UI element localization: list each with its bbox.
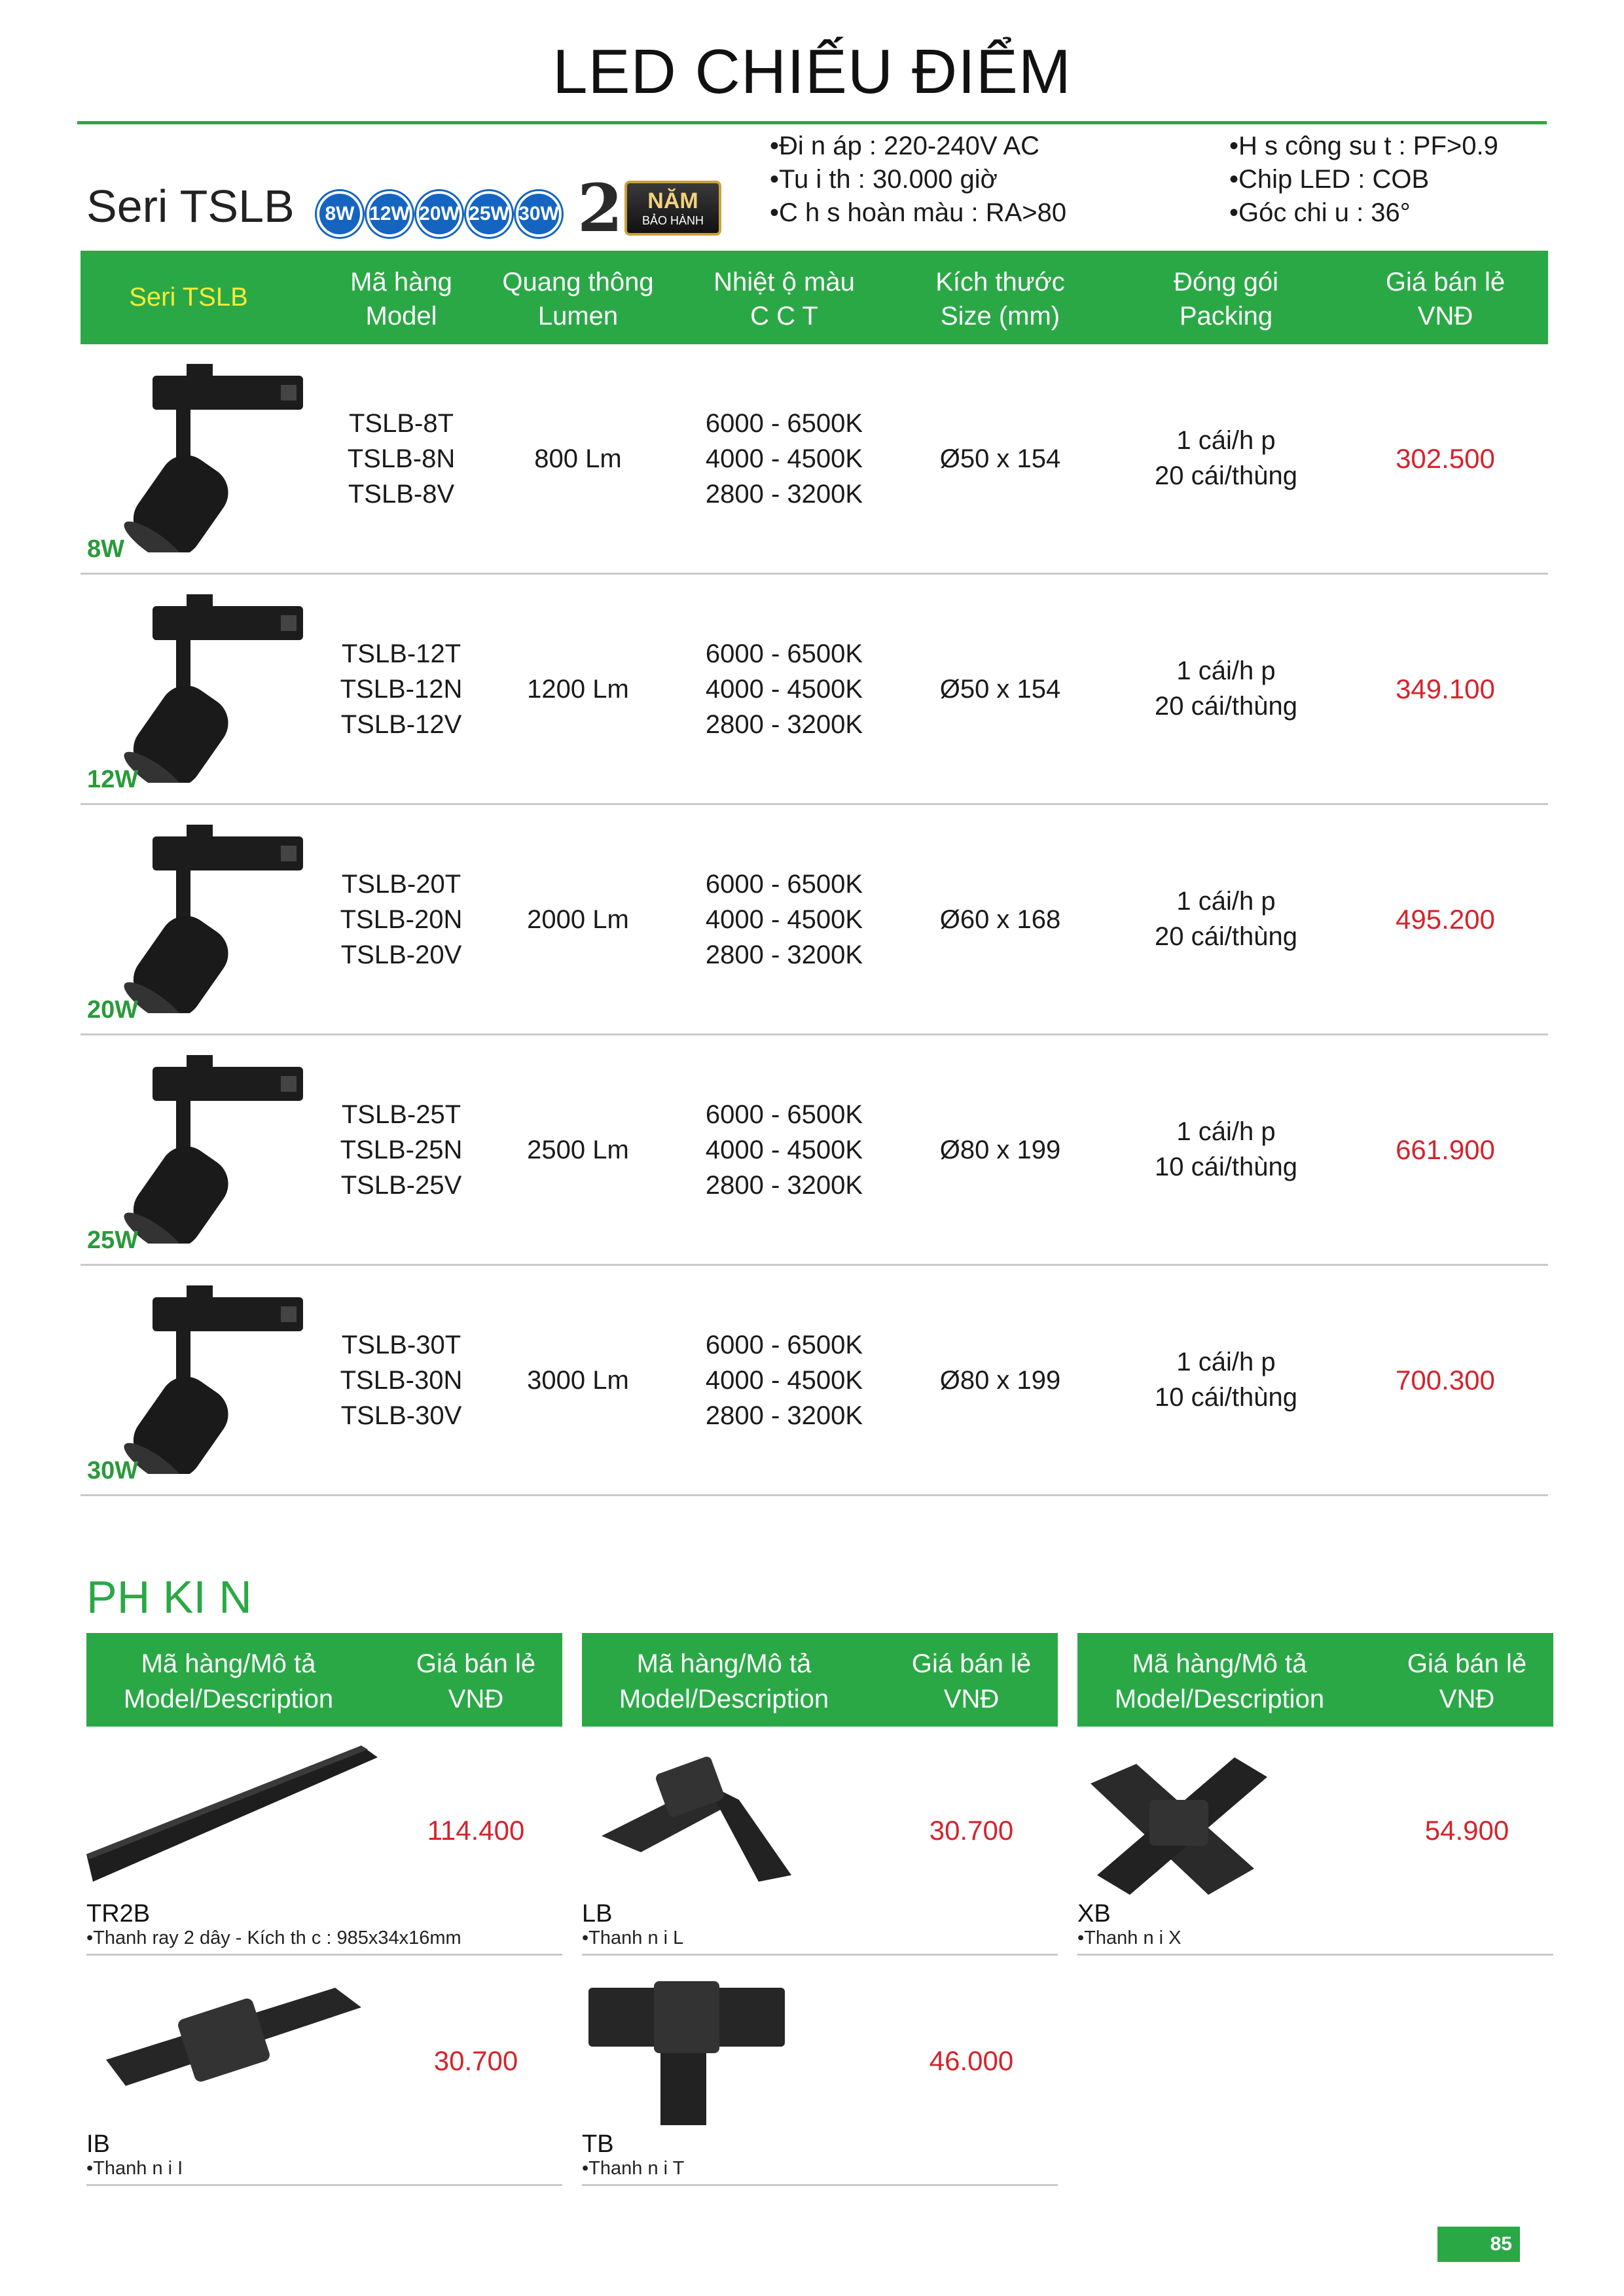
rail-icon bbox=[86, 1738, 388, 1901]
accessory-item bbox=[86, 1962, 562, 2184]
accessory-item bbox=[86, 1731, 562, 1954]
header-text: Nhiệt ộ màu bbox=[713, 268, 855, 296]
model-code: TSLB-25T bbox=[341, 1100, 461, 1129]
price-value: 495.200 bbox=[1396, 904, 1495, 935]
cct-value: 4000 - 4500K bbox=[705, 1366, 863, 1395]
cct-value: 6000 - 6500K bbox=[705, 1100, 863, 1129]
watt-label: 25W bbox=[87, 1227, 139, 1254]
price-value: 349.100 bbox=[1396, 673, 1495, 704]
packing-line: 20 cái/thùng bbox=[1155, 922, 1297, 951]
header-lumen bbox=[480, 265, 676, 333]
accessories-title: PH KI N bbox=[86, 1571, 252, 1623]
row-divider bbox=[582, 2184, 1058, 2186]
specs-right bbox=[1229, 130, 1498, 230]
accessory-description: •Thanh n i I bbox=[86, 2158, 183, 2179]
model-code: TSLB-20T bbox=[341, 870, 461, 899]
track-light-icon bbox=[113, 823, 329, 1013]
header-text: VNĐ bbox=[943, 1685, 1000, 1713]
header-text: Quang thông bbox=[502, 268, 654, 296]
cct-value: 4000 - 4500K bbox=[705, 444, 863, 473]
accessory-description: •Thanh n i T bbox=[582, 2158, 685, 2179]
header-series: Seri TSLB bbox=[129, 283, 248, 312]
watt-badge: 25W bbox=[466, 191, 512, 237]
header-text: VNĐ bbox=[448, 1685, 504, 1713]
warranty-label: NĂM bbox=[647, 188, 698, 213]
header-text: VNĐ bbox=[1439, 1685, 1495, 1713]
cct-list bbox=[676, 1327, 892, 1433]
header-text: Mã hàng/Mô tả bbox=[636, 1649, 812, 1678]
header-text: Model/Description bbox=[1114, 1685, 1325, 1713]
packing-info bbox=[1128, 884, 1324, 954]
header-text: Mã hàng bbox=[350, 268, 452, 296]
warranty-badge bbox=[577, 170, 728, 247]
page-number: 85 bbox=[1437, 2227, 1520, 2262]
row-divider bbox=[81, 1494, 1548, 1496]
price-value: 114.400 bbox=[427, 1815, 525, 1846]
accessory-description: •Thanh ray 2 dây - Kích th c : 985x34x16mm bbox=[86, 1928, 461, 1948]
row-divider bbox=[86, 1954, 562, 1956]
size-value: Ø80 x 199 bbox=[939, 1136, 1061, 1164]
header-model bbox=[323, 265, 480, 333]
specs-left bbox=[770, 130, 1066, 230]
header-price bbox=[896, 1646, 1047, 1717]
header-text: Giá bán lẻ bbox=[1407, 1649, 1527, 1678]
header-text: Model/Description bbox=[619, 1685, 829, 1713]
watt-badge: 12W bbox=[367, 191, 412, 237]
header-size bbox=[905, 265, 1095, 333]
title-divider bbox=[77, 121, 1547, 124]
model-list bbox=[323, 636, 480, 742]
cct-value: 6000 - 6500K bbox=[705, 639, 863, 668]
accessory-code: LB bbox=[582, 1900, 613, 1928]
table-row bbox=[81, 344, 1548, 575]
accessory-item bbox=[582, 1731, 1058, 1954]
accessory-code: XB bbox=[1077, 1900, 1111, 1928]
accessory-header bbox=[86, 1633, 562, 1727]
packing-line: 1 cái/h p bbox=[1176, 656, 1276, 685]
table-row bbox=[81, 1266, 1548, 1496]
model-code: TSLB-20V bbox=[340, 941, 462, 969]
row-divider bbox=[582, 1954, 1058, 1956]
watt-label: 8W bbox=[87, 535, 124, 563]
cct-value: 2800 - 3200K bbox=[705, 480, 863, 509]
packing-line: 10 cái/thùng bbox=[1155, 1383, 1297, 1412]
size-value: Ø50 x 154 bbox=[939, 675, 1061, 704]
header-price bbox=[1357, 265, 1534, 333]
packing-line: 20 cái/thùng bbox=[1155, 692, 1297, 721]
i-connector-icon bbox=[86, 1968, 388, 2132]
spec-item: •Đi n áp : 220-240V AC bbox=[770, 132, 1040, 160]
cct-list bbox=[676, 867, 892, 973]
row-divider bbox=[1077, 1954, 1553, 1956]
spec-item: •C h s hoàn màu : RA>80 bbox=[770, 198, 1067, 227]
spec-item: •Chip LED : COB bbox=[1229, 165, 1430, 194]
watt-label: 12W bbox=[87, 766, 139, 793]
size-value: Ø60 x 168 bbox=[939, 905, 1061, 934]
track-light-icon bbox=[113, 363, 329, 552]
header-text: Lumen bbox=[537, 302, 619, 331]
packing-line: 20 cái/thùng bbox=[1155, 461, 1297, 490]
price-value: 700.300 bbox=[1396, 1365, 1495, 1395]
packing-line: 1 cái/h p bbox=[1176, 426, 1276, 455]
spec-item: •Góc chi u : 36° bbox=[1229, 198, 1411, 227]
price-value: 30.700 bbox=[929, 1815, 1014, 1846]
packing-info bbox=[1128, 1344, 1324, 1415]
cct-value: 2800 - 3200K bbox=[705, 710, 863, 739]
header-description bbox=[1092, 1646, 1347, 1717]
price-value: 54.900 bbox=[1424, 1815, 1509, 1846]
model-code: TSLB-8V bbox=[348, 480, 455, 509]
cct-list bbox=[676, 636, 892, 742]
model-code: TSLB-12T bbox=[341, 639, 461, 668]
accessory-item bbox=[1077, 1731, 1553, 1954]
header-text: C C T bbox=[750, 302, 818, 331]
model-list bbox=[323, 1327, 480, 1433]
header-text: Size (mm) bbox=[940, 302, 1060, 331]
accessory-description: •Thanh n i X bbox=[1077, 1928, 1182, 1948]
lumen-value: 800 Lm bbox=[534, 444, 622, 473]
lumen-value: 2000 Lm bbox=[527, 905, 629, 934]
header-text: Giá bán lẻ bbox=[911, 1649, 1032, 1678]
watt-label: 20W bbox=[87, 996, 139, 1024]
warranty-sublabel: BẢO HÀNH bbox=[641, 214, 704, 227]
accessory-description: •Thanh n i L bbox=[582, 1928, 684, 1948]
packing-info bbox=[1128, 423, 1324, 493]
lumen-value: 3000 Lm bbox=[527, 1366, 629, 1395]
cct-value: 2800 - 3200K bbox=[705, 1171, 863, 1200]
model-code: TSLB-20N bbox=[340, 905, 463, 934]
cct-list bbox=[676, 406, 892, 512]
model-code: TSLB-25V bbox=[340, 1171, 462, 1200]
model-list bbox=[323, 867, 480, 973]
price-value: 661.900 bbox=[1396, 1134, 1495, 1165]
accessory-code: TB bbox=[582, 2130, 614, 2158]
table-row bbox=[81, 1035, 1548, 1266]
packing-line: 1 cái/h p bbox=[1176, 1117, 1276, 1146]
price-value: 30.700 bbox=[433, 2045, 518, 2076]
accessory-item bbox=[582, 1962, 1058, 2184]
size-value: Ø80 x 199 bbox=[939, 1366, 1061, 1395]
header-text: Đóng gói bbox=[1173, 268, 1279, 296]
accessory-header bbox=[1077, 1633, 1553, 1727]
watt-badge: 20W bbox=[416, 191, 462, 237]
model-code: TSLB-8N bbox=[347, 444, 456, 473]
header-text: Kích thước bbox=[935, 268, 1065, 296]
packing-info bbox=[1128, 1114, 1324, 1185]
header-text: Giá bán lẻ bbox=[416, 1649, 536, 1678]
cct-value: 6000 - 6500K bbox=[705, 409, 863, 438]
model-list bbox=[323, 406, 480, 512]
accessory-header bbox=[582, 1633, 1058, 1727]
header-text: Giá bán lẻ bbox=[1385, 268, 1506, 296]
cct-list bbox=[676, 1097, 892, 1203]
watt-label: 30W bbox=[87, 1457, 139, 1484]
model-code: TSLB-12N bbox=[340, 675, 463, 704]
header-text: Model/Description bbox=[123, 1685, 334, 1713]
lumen-value: 2500 Lm bbox=[527, 1136, 629, 1164]
model-code: TSLB-30V bbox=[340, 1401, 462, 1430]
cct-value: 4000 - 4500K bbox=[705, 1136, 863, 1164]
accessory-code: TR2B bbox=[86, 1900, 151, 1928]
cct-value: 2800 - 3200K bbox=[705, 1401, 863, 1430]
accessory-code: IB bbox=[86, 2130, 110, 2158]
lumen-value: 1200 Lm bbox=[527, 675, 629, 704]
header-text: Model bbox=[365, 302, 437, 331]
model-list bbox=[323, 1097, 480, 1203]
packing-line: 1 cái/h p bbox=[1176, 887, 1276, 916]
cct-value: 6000 - 6500K bbox=[705, 1331, 863, 1359]
spec-item: •H s công su t : PF>0.9 bbox=[1229, 132, 1498, 160]
header-price bbox=[401, 1646, 551, 1717]
spec-item: •Tu i th : 30.000 giờ bbox=[770, 165, 998, 194]
watt-badge: 30W bbox=[516, 191, 562, 237]
model-code: TSLB-8T bbox=[348, 409, 454, 438]
price-value: 302.500 bbox=[1396, 443, 1495, 474]
track-light-icon bbox=[113, 1054, 329, 1244]
warranty-years: 2 bbox=[577, 170, 623, 247]
header-price bbox=[1392, 1646, 1542, 1717]
cct-value: 4000 - 4500K bbox=[705, 675, 863, 704]
l-connector-icon bbox=[582, 1738, 883, 1901]
header-packing bbox=[1128, 265, 1324, 333]
cct-value: 2800 - 3200K bbox=[705, 941, 863, 969]
packing-line: 10 cái/thùng bbox=[1155, 1153, 1297, 1181]
table-row bbox=[81, 575, 1548, 805]
series-title: Seri TSLB bbox=[86, 181, 295, 232]
model-code: TSLB-30T bbox=[341, 1331, 461, 1359]
product-table-header bbox=[81, 251, 1548, 344]
track-light-icon bbox=[113, 1284, 329, 1474]
header-text: Packing bbox=[1179, 302, 1273, 331]
x-connector-icon bbox=[1077, 1738, 1379, 1901]
header-description bbox=[596, 1646, 852, 1717]
cct-value: 4000 - 4500K bbox=[705, 905, 863, 934]
t-connector-icon bbox=[582, 1968, 883, 2132]
size-value: Ø50 x 154 bbox=[939, 444, 1061, 473]
page-title: LED CHIẾU ĐIỂM bbox=[552, 37, 1072, 107]
header-cct bbox=[676, 265, 892, 333]
track-light-icon bbox=[113, 593, 329, 783]
watt-badge: 8W bbox=[317, 191, 363, 237]
row-divider bbox=[86, 2184, 562, 2186]
packing-line: 1 cái/h p bbox=[1176, 1348, 1276, 1376]
model-code: TSLB-25N bbox=[340, 1136, 463, 1164]
model-code: TSLB-12V bbox=[340, 710, 462, 739]
cct-value: 6000 - 6500K bbox=[705, 870, 863, 899]
price-value: 46.000 bbox=[929, 2045, 1014, 2076]
watt-badges bbox=[317, 191, 562, 237]
warranty-label-box bbox=[624, 181, 721, 236]
model-code: TSLB-30N bbox=[340, 1366, 463, 1395]
header-text: Mã hàng/Mô tả bbox=[141, 1649, 316, 1678]
table-row bbox=[81, 805, 1548, 1035]
header-text: Mã hàng/Mô tả bbox=[1132, 1649, 1307, 1678]
header-text: VNĐ bbox=[1417, 302, 1473, 331]
header-description bbox=[101, 1646, 356, 1717]
packing-info bbox=[1128, 653, 1324, 724]
